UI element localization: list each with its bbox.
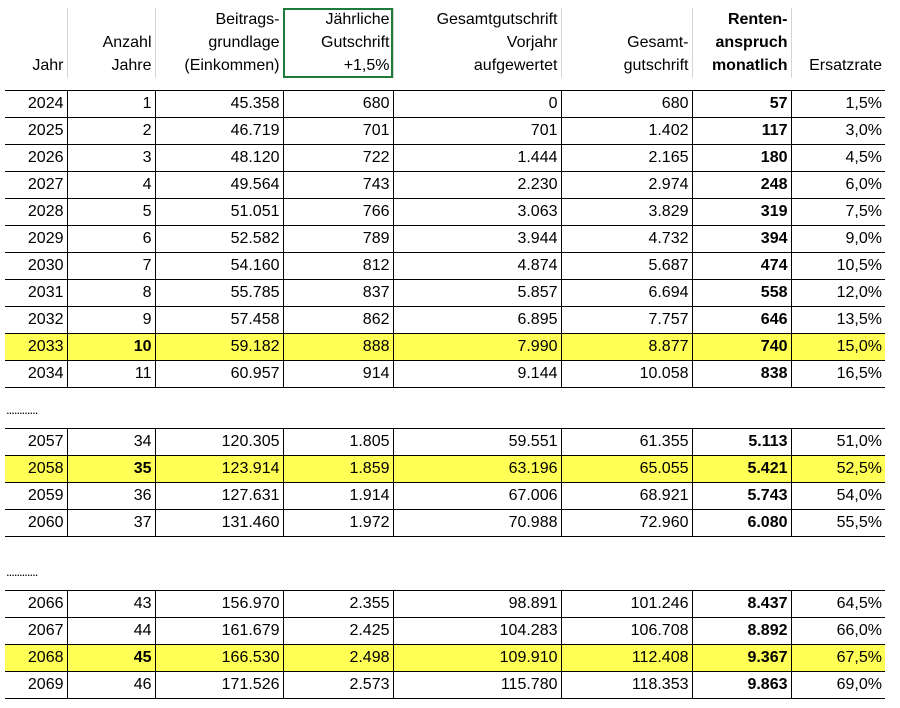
table-row	[5, 510, 885, 537]
cell-anzahl-jahre[interactable]: 34	[67, 429, 155, 456]
cell-anzahl-jahre[interactable]: 46	[67, 672, 155, 699]
cell-jaehrliche-gutschrift[interactable]: 2.425	[283, 618, 393, 645]
cell-jahr[interactable]: 2029	[5, 226, 67, 253]
cell-jahr[interactable]: 2028	[5, 199, 67, 226]
table-row	[5, 456, 885, 483]
cell-jahr[interactable]: 2068	[5, 645, 67, 672]
cell-beitragsgrundlage[interactable]: 123.914	[155, 456, 283, 483]
table-row	[5, 618, 885, 645]
cell-rentenanspruch[interactable]: 838	[692, 361, 791, 388]
table-row	[5, 334, 885, 361]
table-row	[5, 672, 885, 699]
cell-gesamtgutschrift-vorjahr[interactable]: 1.444	[393, 145, 561, 172]
cell-jaehrliche-gutschrift[interactable]: 812	[283, 253, 393, 280]
cell-anzahl-jahre[interactable]: 9	[67, 307, 155, 334]
cell-jahr[interactable]: 2032	[5, 307, 67, 334]
cell-gesamtgutschrift[interactable]: 3.829	[561, 199, 692, 226]
cell-gesamtgutschrift-vorjahr[interactable]: 0	[393, 91, 561, 118]
header-label-line: Anzahl	[102, 34, 152, 51]
cell-gesamtgutschrift[interactable]: 72.960	[561, 510, 692, 537]
cell-gesamtgutschrift[interactable]: 2.165	[561, 145, 692, 172]
cell-ersatzrate[interactable]: 66,0%	[791, 618, 885, 645]
row-gap-ellipsis: ............	[6, 564, 38, 579]
cell-ersatzrate[interactable]: 12,0%	[791, 280, 885, 307]
cell-gesamtgutschrift-vorjahr[interactable]: 3.063	[393, 199, 561, 226]
cell-gesamtgutschrift-vorjahr[interactable]: 2.230	[393, 172, 561, 199]
cell-jahr[interactable]: 2025	[5, 118, 67, 145]
table-row	[5, 307, 885, 334]
header-jaehrliche-gutschrift[interactable]	[283, 8, 393, 78]
cell-jaehrliche-gutschrift[interactable]: 862	[283, 307, 393, 334]
cell-ersatzrate[interactable]: 51,0%	[791, 429, 885, 456]
cell-jahr[interactable]: 2027	[5, 172, 67, 199]
cell-gesamtgutschrift[interactable]: 68.921	[561, 483, 692, 510]
cell-anzahl-jahre[interactable]: 10	[67, 334, 155, 361]
cell-ersatzrate[interactable]: 13,5%	[791, 307, 885, 334]
cell-beitragsgrundlage[interactable]: 60.957	[155, 361, 283, 388]
cell-jaehrliche-gutschrift[interactable]: 2.355	[283, 591, 393, 618]
cell-gesamtgutschrift[interactable]: 106.708	[561, 618, 692, 645]
cell-rentenanspruch[interactable]: 57	[692, 91, 791, 118]
cell-jaehrliche-gutschrift[interactable]: 766	[283, 199, 393, 226]
table-row	[5, 226, 885, 253]
cell-gesamtgutschrift-vorjahr[interactable]: 59.551	[393, 429, 561, 456]
cell-anzahl-jahre[interactable]: 7	[67, 253, 155, 280]
cell-jahr[interactable]: 2058	[5, 456, 67, 483]
cell-ersatzrate[interactable]: 10,5%	[791, 253, 885, 280]
cell-gesamtgutschrift[interactable]: 680	[561, 91, 692, 118]
cell-jahr[interactable]: 2060	[5, 510, 67, 537]
header-label-line: Gesamtgutschrift	[436, 11, 558, 28]
cell-rentenanspruch[interactable]: 180	[692, 145, 791, 172]
cell-beitragsgrundlage[interactable]: 45.358	[155, 91, 283, 118]
header-gesamtgutschrift[interactable]	[561, 8, 692, 78]
cell-jaehrliche-gutschrift[interactable]: 722	[283, 145, 393, 172]
cell-anzahl-jahre[interactable]: 3	[67, 145, 155, 172]
cell-anzahl-jahre[interactable]: 36	[67, 483, 155, 510]
cell-beitragsgrundlage[interactable]: 127.631	[155, 483, 283, 510]
cell-beitragsgrundlage[interactable]: 52.582	[155, 226, 283, 253]
table-row	[5, 645, 885, 672]
cell-gesamtgutschrift[interactable]: 7.757	[561, 307, 692, 334]
cell-gesamtgutschrift-vorjahr[interactable]: 5.857	[393, 280, 561, 307]
table-block-2057-2060	[5, 428, 885, 537]
header-label-line: Gutschrift	[321, 34, 390, 51]
cell-rentenanspruch[interactable]: 8.892	[692, 618, 791, 645]
cell-anzahl-jahre[interactable]: 2	[67, 118, 155, 145]
header-label-line: Ersatzrate	[809, 57, 882, 74]
cell-jaehrliche-gutschrift[interactable]: 1.805	[283, 429, 393, 456]
cell-anzahl-jahre[interactable]: 4	[67, 172, 155, 199]
cell-gesamtgutschrift[interactable]: 61.355	[561, 429, 692, 456]
cell-gesamtgutschrift-vorjahr[interactable]: 63.196	[393, 456, 561, 483]
cell-gesamtgutschrift-vorjahr[interactable]: 4.874	[393, 253, 561, 280]
header-label-line: Jährliche	[325, 11, 390, 28]
cell-gesamtgutschrift[interactable]: 112.408	[561, 645, 692, 672]
cell-ersatzrate[interactable]: 15,0%	[791, 334, 885, 361]
row-gap-ellipsis: ............	[6, 402, 38, 417]
cell-anzahl-jahre[interactable]: 43	[67, 591, 155, 618]
cell-ersatzrate[interactable]: 67,5%	[791, 645, 885, 672]
header-label-line: Jahr	[32, 57, 64, 74]
header-label-line: Gesamt-	[627, 34, 689, 51]
cell-gesamtgutschrift[interactable]: 8.877	[561, 334, 692, 361]
cell-jaehrliche-gutschrift[interactable]: 1.972	[283, 510, 393, 537]
cell-rentenanspruch[interactable]: 9.863	[692, 672, 791, 699]
cell-beitragsgrundlage[interactable]: 46.719	[155, 118, 283, 145]
cell-ersatzrate[interactable]: 16,5%	[791, 361, 885, 388]
cell-beitragsgrundlage[interactable]: 120.305	[155, 429, 283, 456]
table-row	[5, 172, 885, 199]
header-label-line: (Einkommen)	[184, 57, 280, 74]
cell-jaehrliche-gutschrift[interactable]: 2.498	[283, 645, 393, 672]
cell-beitragsgrundlage[interactable]: 54.160	[155, 253, 283, 280]
cell-jaehrliche-gutschrift[interactable]: 789	[283, 226, 393, 253]
cell-rentenanspruch[interactable]: 248	[692, 172, 791, 199]
cell-gesamtgutschrift-vorjahr[interactable]: 6.895	[393, 307, 561, 334]
cell-anzahl-jahre[interactable]: 37	[67, 510, 155, 537]
cell-beitragsgrundlage[interactable]: 59.182	[155, 334, 283, 361]
table-row	[5, 145, 885, 172]
cell-gesamtgutschrift[interactable]: 5.687	[561, 253, 692, 280]
cell-jahr[interactable]: 2034	[5, 361, 67, 388]
cell-anzahl-jahre[interactable]: 5	[67, 199, 155, 226]
cell-ersatzrate[interactable]: 3,0%	[791, 118, 885, 145]
cell-anzahl-jahre[interactable]: 8	[67, 280, 155, 307]
cell-gesamtgutschrift-vorjahr[interactable]: 701	[393, 118, 561, 145]
cell-ersatzrate[interactable]: 6,0%	[791, 172, 885, 199]
header-label-line: Jahre	[111, 57, 152, 74]
table-block-2066-2069	[5, 590, 885, 699]
cell-jahr[interactable]: 2026	[5, 145, 67, 172]
cell-rentenanspruch[interactable]: 5.113	[692, 429, 791, 456]
cell-anzahl-jahre[interactable]: 1	[67, 91, 155, 118]
cell-gesamtgutschrift-vorjahr[interactable]: 3.944	[393, 226, 561, 253]
cell-rentenanspruch[interactable]: 6.080	[692, 510, 791, 537]
cell-rentenanspruch[interactable]: 394	[692, 226, 791, 253]
header-label-line: grundlage	[208, 34, 280, 51]
cell-gesamtgutschrift[interactable]: 1.402	[561, 118, 692, 145]
cell-jahr[interactable]: 2030	[5, 253, 67, 280]
cell-jahr[interactable]: 2057	[5, 429, 67, 456]
cell-beitragsgrundlage[interactable]: 166.530	[155, 645, 283, 672]
cell-ersatzrate[interactable]: 4,5%	[791, 145, 885, 172]
table-row	[5, 483, 885, 510]
header-label-line: Renten-	[727, 11, 788, 28]
header-jahr[interactable]	[5, 8, 67, 78]
cell-jaehrliche-gutschrift[interactable]: 2.573	[283, 672, 393, 699]
cell-jaehrliche-gutschrift[interactable]: 888	[283, 334, 393, 361]
cell-rentenanspruch[interactable]: 5.421	[692, 456, 791, 483]
table-row	[5, 199, 885, 226]
cell-beitragsgrundlage[interactable]: 48.120	[155, 145, 283, 172]
cell-jaehrliche-gutschrift[interactable]: 914	[283, 361, 393, 388]
cell-jaehrliche-gutschrift[interactable]: 1.914	[283, 483, 393, 510]
cell-rentenanspruch[interactable]: 558	[692, 280, 791, 307]
cell-jahr[interactable]: 2033	[5, 334, 67, 361]
cell-anzahl-jahre[interactable]: 11	[67, 361, 155, 388]
cell-rentenanspruch[interactable]: 319	[692, 199, 791, 226]
cell-ersatzrate[interactable]: 54,0%	[791, 483, 885, 510]
cell-anzahl-jahre[interactable]: 35	[67, 456, 155, 483]
header-ersatzrate[interactable]	[791, 8, 885, 78]
cell-jaehrliche-gutschrift[interactable]: 1.859	[283, 456, 393, 483]
table-row	[5, 253, 885, 280]
table-row	[5, 280, 885, 307]
cell-gesamtgutschrift[interactable]: 101.246	[561, 591, 692, 618]
cell-ersatzrate[interactable]: 9,0%	[791, 226, 885, 253]
cell-beitragsgrundlage[interactable]: 171.526	[155, 672, 283, 699]
cell-jaehrliche-gutschrift[interactable]: 743	[283, 172, 393, 199]
table-row	[5, 591, 885, 618]
header-anzahl-jahre[interactable]	[67, 8, 155, 78]
cell-gesamtgutschrift-vorjahr[interactable]: 98.891	[393, 591, 561, 618]
header-label-line: Beitrags-	[215, 11, 280, 28]
cell-ersatzrate[interactable]: 64,5%	[791, 591, 885, 618]
cell-gesamtgutschrift-vorjahr[interactable]: 104.283	[393, 618, 561, 645]
cell-beitragsgrundlage[interactable]: 156.970	[155, 591, 283, 618]
header-label-line: +1,5%	[343, 57, 390, 74]
cell-rentenanspruch[interactable]: 646	[692, 307, 791, 334]
cell-beitragsgrundlage[interactable]: 49.564	[155, 172, 283, 199]
cell-gesamtgutschrift-vorjahr[interactable]: 9.144	[393, 361, 561, 388]
cell-rentenanspruch[interactable]: 8.437	[692, 591, 791, 618]
header-rentenanspruch[interactable]	[692, 8, 791, 78]
cell-beitragsgrundlage[interactable]: 55.785	[155, 280, 283, 307]
cell-anzahl-jahre[interactable]: 45	[67, 645, 155, 672]
cell-jahr[interactable]: 2067	[5, 618, 67, 645]
table-block-2024-2034	[5, 90, 885, 388]
cell-rentenanspruch[interactable]: 5.743	[692, 483, 791, 510]
cell-anzahl-jahre[interactable]: 44	[67, 618, 155, 645]
cell-gesamtgutschrift-vorjahr[interactable]: 67.006	[393, 483, 561, 510]
cell-ersatzrate[interactable]: 55,5%	[791, 510, 885, 537]
cell-rentenanspruch[interactable]: 474	[692, 253, 791, 280]
header-label-line: aufgewertet	[473, 57, 558, 74]
header-row	[5, 8, 885, 78]
cell-ersatzrate[interactable]: 7,5%	[791, 199, 885, 226]
cell-beitragsgrundlage[interactable]: 57.458	[155, 307, 283, 334]
cell-rentenanspruch[interactable]: 117	[692, 118, 791, 145]
header-label-line: Vorjahr	[506, 34, 558, 51]
cell-gesamtgutschrift[interactable]: 10.058	[561, 361, 692, 388]
cell-gesamtgutschrift-vorjahr[interactable]: 109.910	[393, 645, 561, 672]
cell-gesamtgutschrift[interactable]: 118.353	[561, 672, 692, 699]
cell-gesamtgutschrift-vorjahr[interactable]: 115.780	[393, 672, 561, 699]
cell-ersatzrate[interactable]: 69,0%	[791, 672, 885, 699]
cell-jahr[interactable]: 2024	[5, 91, 67, 118]
cell-ersatzrate[interactable]: 52,5%	[791, 456, 885, 483]
header-gesamtgutschrift-vorjahr[interactable]	[393, 8, 561, 78]
header-label-line: anspruch	[715, 34, 788, 51]
header-label-line: gutschrift	[623, 57, 689, 74]
cell-gesamtgutschrift[interactable]: 2.974	[561, 172, 692, 199]
cell-rentenanspruch[interactable]: 9.367	[692, 645, 791, 672]
cell-anzahl-jahre[interactable]: 6	[67, 226, 155, 253]
cell-gesamtgutschrift[interactable]: 6.694	[561, 280, 692, 307]
cell-jaehrliche-gutschrift[interactable]: 701	[283, 118, 393, 145]
cell-jaehrliche-gutschrift[interactable]: 837	[283, 280, 393, 307]
cell-jaehrliche-gutschrift[interactable]: 680	[283, 91, 393, 118]
cell-gesamtgutschrift[interactable]: 65.055	[561, 456, 692, 483]
cell-jahr[interactable]: 2066	[5, 591, 67, 618]
table-row	[5, 118, 885, 145]
cell-beitragsgrundlage[interactable]: 51.051	[155, 199, 283, 226]
cell-gesamtgutschrift-vorjahr[interactable]: 7.990	[393, 334, 561, 361]
cell-beitragsgrundlage[interactable]: 161.679	[155, 618, 283, 645]
cell-gesamtgutschrift[interactable]: 4.732	[561, 226, 692, 253]
cell-jahr[interactable]: 2069	[5, 672, 67, 699]
cell-jahr[interactable]: 2031	[5, 280, 67, 307]
table-row	[5, 429, 885, 456]
cell-ersatzrate[interactable]: 1,5%	[791, 91, 885, 118]
header-beitragsgrundlage[interactable]	[155, 8, 283, 78]
header-label-line: monatlich	[711, 57, 788, 74]
cell-beitragsgrundlage[interactable]: 131.460	[155, 510, 283, 537]
cell-jahr[interactable]: 2059	[5, 483, 67, 510]
table-row	[5, 91, 885, 118]
cell-rentenanspruch[interactable]: 740	[692, 334, 791, 361]
table-row	[5, 361, 885, 388]
cell-gesamtgutschrift-vorjahr[interactable]: 70.988	[393, 510, 561, 537]
